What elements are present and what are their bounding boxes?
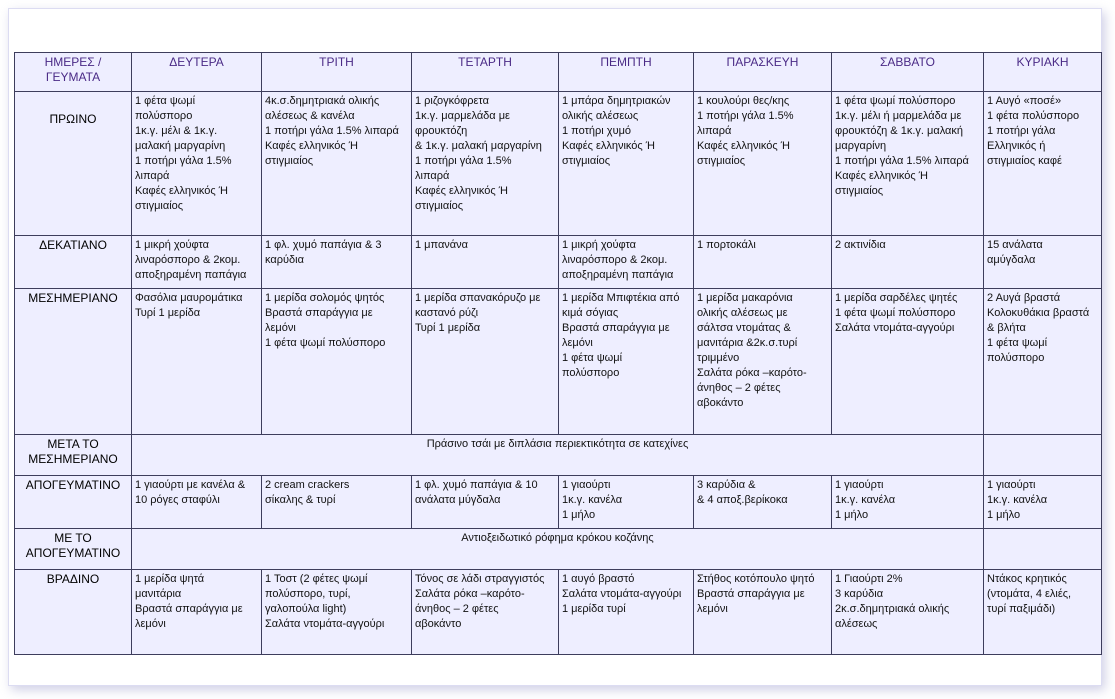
cell-line: ολικής αλέσεως με [697,307,788,320]
cell-line: 1 φέτα ψωμί πολύσπορο [835,94,956,107]
cell-line: 1κ.γ. κανέλα [562,493,623,506]
cell-line: λιναρόσπορο & 2κομ. [135,254,241,267]
snack-sunday-cell [984,236,1102,289]
lunch-friday-cell [694,289,832,435]
cell-line: Ντάκος κρητικός [987,572,1067,585]
document-page [8,8,1102,686]
cell-line: 1 μήλο [835,508,869,521]
cell-line: 1 φλ. χυμό παπάγια & 3 [265,239,382,252]
cell-line: λιναρόσπορο & 2κομ. [562,254,668,267]
cell-line: 1 φέτα ψωμί πολύσπορο [265,337,386,350]
cell-line: 1 ποτήρι χυμό [562,124,632,137]
cell-line: Καφές ελληνικός Ή [135,184,228,197]
cell-line: 1κ.γ. κανέλα [987,493,1048,506]
cell-line: Φασόλια μαυρομάτικα [135,292,243,305]
cell-line: 1 γιαούρτι [987,478,1036,491]
cell-line: 1 μερίδα τυρί [562,602,626,615]
cell-line: 1 μικρή χούφτα [562,239,637,252]
cell-line: πολύσπορο, τυρί, [265,587,351,600]
afternoon-row [15,475,1102,529]
cell-line: 1 φέτα πολύσπορο [987,109,1080,122]
cell-line: μανιτάρια &2κ.σ.τυρί [697,337,798,350]
cell-line: Στήθος κοτόπουλο ψητό [697,572,815,585]
cell-line: 4κ.σ.δημητριακά ολικής [265,94,380,107]
dinner-thursday-cell [559,569,694,654]
cell-line: 10 ρόγες σταφύλι [135,493,220,506]
cell-line: & βλήτα [987,322,1026,335]
cell-line: Βραστά σπαράγγια με [135,602,243,615]
breakfast-saturday-cell [832,91,984,236]
meal-label-with-afternoon [15,529,132,570]
cell-line: 1 φέτα ψωμί πολύσπορο [835,307,956,320]
cell-line: 2 ακτινίδια [835,239,886,252]
dinner-row [15,569,1102,654]
day-header-friday: ΠΑΡΑΣΚΕΥΗ [694,53,832,92]
lunch-monday-cell [132,289,262,435]
cell-line: αμύγδαλα [987,254,1036,267]
cell-line: 1 μερίδα σολομός ψητός [265,292,385,305]
empty-cell [984,529,1102,570]
cell-line: 1 φέτα ψωμί [987,337,1048,350]
cell-line: ολικής αλέσεως [562,109,639,122]
meal-label-lunch [15,289,132,435]
day-header-saturday: ΣΑΒΒΑΤΟ [832,53,984,92]
cell-line: λιπαρά [135,169,170,182]
cell-line: 1κ.γ. μαρμελάδα με [415,109,510,122]
cell-line: 3 καρύδια & [697,478,756,491]
cell-line: Καφές ελληνικός Ή [265,139,358,152]
cell-line: λεμόνι [135,617,166,630]
cell-line: 1 ποτήρι γάλα 1.5% λιπαρά [265,124,399,137]
cell-line: Σαλάτα ρόκα –καρότο- [415,587,525,600]
cell-line: 1 μπάρα δημητριακών [562,94,671,107]
day-header-sunday: ΚΥΡΙΑΚΗ [984,53,1102,92]
snack-tuesday-cell [262,236,412,289]
dinner-monday-cell [132,569,262,654]
cell-line: στιγμιαίος [265,154,314,167]
cell-line: πολύσπορο [135,109,193,122]
cell-line: 1κ.γ. μέλι ή μαρμελάδα με [835,109,962,122]
lunch-wednesday-cell [412,289,559,435]
with-afternoon-row [15,529,1102,570]
snack-saturday-cell [832,236,984,289]
cell-line: 2κ.σ.δημητριακά ολικής [835,602,950,615]
cell-line: 1 γιαούρτι [562,478,611,491]
cell-line: πολύσπορο [562,367,620,380]
day-header-monday: ΔΕΥΤΕΡΑ [132,53,262,92]
cell-line: λεμόνι [697,602,728,615]
cell-line: λεμόνι [562,337,593,350]
breakfast-wednesday-cell [412,91,559,236]
cell-line: καρύδια [265,254,304,267]
meal-label-breakfast [15,91,132,236]
cell-line: Καφές ελληνικός Ή [562,139,655,152]
dinner-saturday-cell [832,569,984,654]
breakfast-tuesday-cell [262,91,412,236]
cell-line: μαλακή μαργαρίνη [135,139,226,152]
cell-line: 1 ριζογκόφρετα [415,94,489,107]
day-header-wednesday: ΤΕΤΑΡΤΗ [412,53,559,92]
cell-line: 1 ποτήρι γάλα 1.5% [697,109,794,122]
cell-line: Ελληνικός ή [987,139,1046,152]
cell-line: 1 μερίδα ψητά [135,572,205,585]
snack-wednesday-cell [412,236,559,289]
cell-line: σίκαλης & τυρί [265,493,336,506]
afternoon-friday-cell [694,475,832,529]
cell-line: ΑΠΟΓΕΥΜΑΤΙΝΟ [25,477,121,492]
cell-line: 1 μικρή χούφτα [135,239,210,252]
dinner-wednesday-cell [412,569,559,654]
afternoon-wednesday-cell [412,475,559,529]
cell-line: φρουκτόζη & 1κ.γ. μαλακή [835,124,963,137]
dinner-tuesday-cell [262,569,412,654]
day-header-tuesday: ΤΡΙΤΗ [262,53,412,92]
cell-line: 1 Αυγό «ποσέ» [987,94,1062,107]
breakfast-monday-cell [132,91,262,236]
cell-line: στιγμιαίος καφέ [987,154,1062,167]
cell-line: 2 Αυγά βραστά [987,292,1061,305]
afternoon-sunday-cell [984,475,1102,529]
cell-line: 1 ποτήρι γάλα 1.5% λιπαρά [835,154,969,167]
cell-line: κιμά σόγιας [562,307,619,320]
cell-line: 1 μήλο [987,508,1021,521]
after-lunch-row [15,435,1102,476]
breakfast-row [15,91,1102,236]
cell-line: λιπαρά [697,124,732,137]
cell-line: 1κ.γ. μέλι & 1κ.γ. [135,124,218,137]
cell-line: Βραστά σπαράγγια με [265,307,373,320]
cell-line: ΔΕΚΑΤΙΑΝΟ [39,238,107,253]
cell-line: 1 μερίδα Μπιφτέκια από [562,292,680,305]
breakfast-sunday-cell [984,91,1102,236]
afternoon-saturday-cell [832,475,984,529]
cell-line: 1 φέτα ψωμί [562,352,623,365]
cell-line: 1 μήλο [562,508,596,521]
cell-line: άνηθος – 2 φέτες [697,382,781,395]
cell-line: στιγμιαίος [835,184,884,197]
cell-line: 1 φέτα ψωμί [135,94,196,107]
cell-line: Σαλάτα ντομάτα-αγγούρι [562,587,682,600]
cell-line: ΜΕΣΗΜΕΡΙΑΝΟ [28,452,118,467]
cell-line: 3 καρύδια [835,587,884,600]
snack-monday-cell [132,236,262,289]
cell-line: ΜΕΤΑ ΤΟ [47,437,99,452]
cell-line: 1 φλ. χυμό παπάγια & 10 [415,478,538,491]
cell-line: καστανό ρύζι [415,307,479,320]
cell-line: λιπαρά [415,169,450,182]
snack-row [15,236,1102,289]
cell-line: 1 μερίδα μακαρόνια [697,292,793,305]
cell-line: φρουκτόζη [415,124,468,137]
cell-line: 1κ.γ. κανέλα [835,493,896,506]
cell-line: 1 μερίδα σαρδέλες ψητές [835,292,958,305]
cell-line: 2 cream crackers [265,478,350,491]
cell-line: Καφές ελληνικός Ή [697,139,790,152]
cell-line: γαλοπούλα light) [265,602,347,615]
cell-line: ΠΡΩΙΝΟ [49,111,97,126]
cell-line: Βραστά σπαράγγια με [562,322,670,335]
meal-label-afternoon [15,475,132,529]
empty-cell [984,435,1102,476]
cell-line: ανάλατα μύγδαλα [415,493,501,506]
lunch-thursday-cell [559,289,694,435]
cell-line: αβοκάντο [697,397,744,410]
cell-line: τριμμένο [697,352,740,365]
cell-line: Κολοκυθάκια βραστά [987,307,1090,320]
cell-line: & 4 αποξ.βερίκοκα [697,493,788,506]
cell-line: στιγμιαίος [415,199,464,212]
cell-line: 1 Τοστ (2 φέτες ψωμί [265,572,368,585]
lunch-row [15,289,1102,435]
cell-line: Τυρί 1 μερίδα [415,322,481,335]
header-row [15,53,1102,92]
dinner-friday-cell [694,569,832,654]
breakfast-friday-cell [694,91,832,236]
cell-line: 1 πορτοκάλι [697,239,756,252]
cell-line: 1 ποτήρι γάλα 1.5% [415,154,512,167]
cell-line: 1 Γιαούρτι 2% [835,572,903,585]
cell-line: αλέσεως & κανέλα [265,109,355,122]
cell-line: Βραστά σπαράγγια με [697,587,805,600]
snack-thursday-cell [559,236,694,289]
cell-line: άνηθος – 2 φέτες [415,602,499,615]
meal-label-snack [15,236,132,289]
cell-line: μαργαρίνη [835,139,887,152]
cell-line: λεμόνι [265,322,296,335]
cell-line: μανιτάρια [135,587,182,600]
cell-line: ΜΕΣΗΜΕΡΙΑΝΟ [28,291,118,306]
snack-friday-cell [694,236,832,289]
cell-line: Σαλάτα ρόκα –καρότο- [697,367,807,380]
lunch-tuesday-cell [262,289,412,435]
meal-label-dinner [15,569,132,654]
cell-line: 15 ανάλατα [987,239,1043,252]
cell-line: σάλτσα ντομάτας & [697,322,791,335]
afternoon-tuesday-cell [262,475,412,529]
cell-line: Καφές ελληνικός Ή [835,169,928,182]
afternoon-thursday-cell [559,475,694,529]
cell-line: 1 μπανάνα [415,239,469,252]
cell-line: 1 γιαούρτι [835,478,884,491]
lunch-sunday-cell [984,289,1102,435]
cell-line: & 1κ.γ. μαλακή μαργαρίνη [415,139,542,152]
corner-header: ΗΜΕΡΕΣ / ΓΕΥΜΑΤΑ [15,53,132,92]
afternoon-monday-cell [132,475,262,529]
spanning-note: Πράσινο τσάι με διπλάσια περιεκτικότητα σε κατεχίνες [132,435,984,476]
breakfast-thursday-cell [559,91,694,236]
cell-line: 1 μερίδα σπανακόρυζο με [415,292,541,305]
cell-line: Καφές ελληνικός Ή [415,184,508,197]
cell-line: Τυρί 1 μερίδα [135,307,201,320]
cell-line: 1 ποτήρι γάλα 1.5% [135,154,232,167]
cell-line: Τόνος σε λάδι στραγγιστός [415,572,545,585]
cell-line: ΒΡΑΔΙΝΟ [46,571,100,586]
cell-line: στιγμιαίος [135,199,184,212]
cell-line: Σαλάτα ντομάτα-αγγούρι [265,617,385,630]
cell-line: τυρί παξιμάδι) [987,602,1056,615]
cell-line: ΜΕ ΤΟ [54,531,92,546]
lunch-saturday-cell [832,289,984,435]
day-header-thursday: ΠΕΜΠΤΗ [559,53,694,92]
cell-line: (ντομάτα, 4 ελιές, [987,587,1072,600]
cell-line: αποξηραμένη παπάγια [562,269,674,282]
cell-line: 1 κουλούρι θες/κης [697,94,790,107]
cell-line: πολύσπορο [987,352,1045,365]
cell-line: αποξηραμένη παπάγια [135,269,247,282]
meal-plan-table [14,52,1102,655]
spanning-note: Αντιοξειδωτικό ρόφημα κρόκου κοζάνης [132,529,984,570]
cell-line: στιγμιαίος [697,154,746,167]
cell-line: 1 αυγό βραστό [562,572,635,585]
dinner-sunday-cell [984,569,1102,654]
cell-line: αβοκάντο [415,617,462,630]
cell-line: Σαλάτα ντομάτα-αγγούρι [835,322,955,335]
meal-label-after-lunch [15,435,132,476]
cell-line: ΑΠΟΓΕΥΜΑΤΙΝΟ [25,546,121,561]
cell-line: 1 ποτήρι γάλα [987,124,1056,137]
cell-line: στιγμιαίος [562,154,611,167]
cell-line: 1 γιαούρτι με κανέλα & [135,478,246,491]
cell-line: αλέσεως [835,617,878,630]
